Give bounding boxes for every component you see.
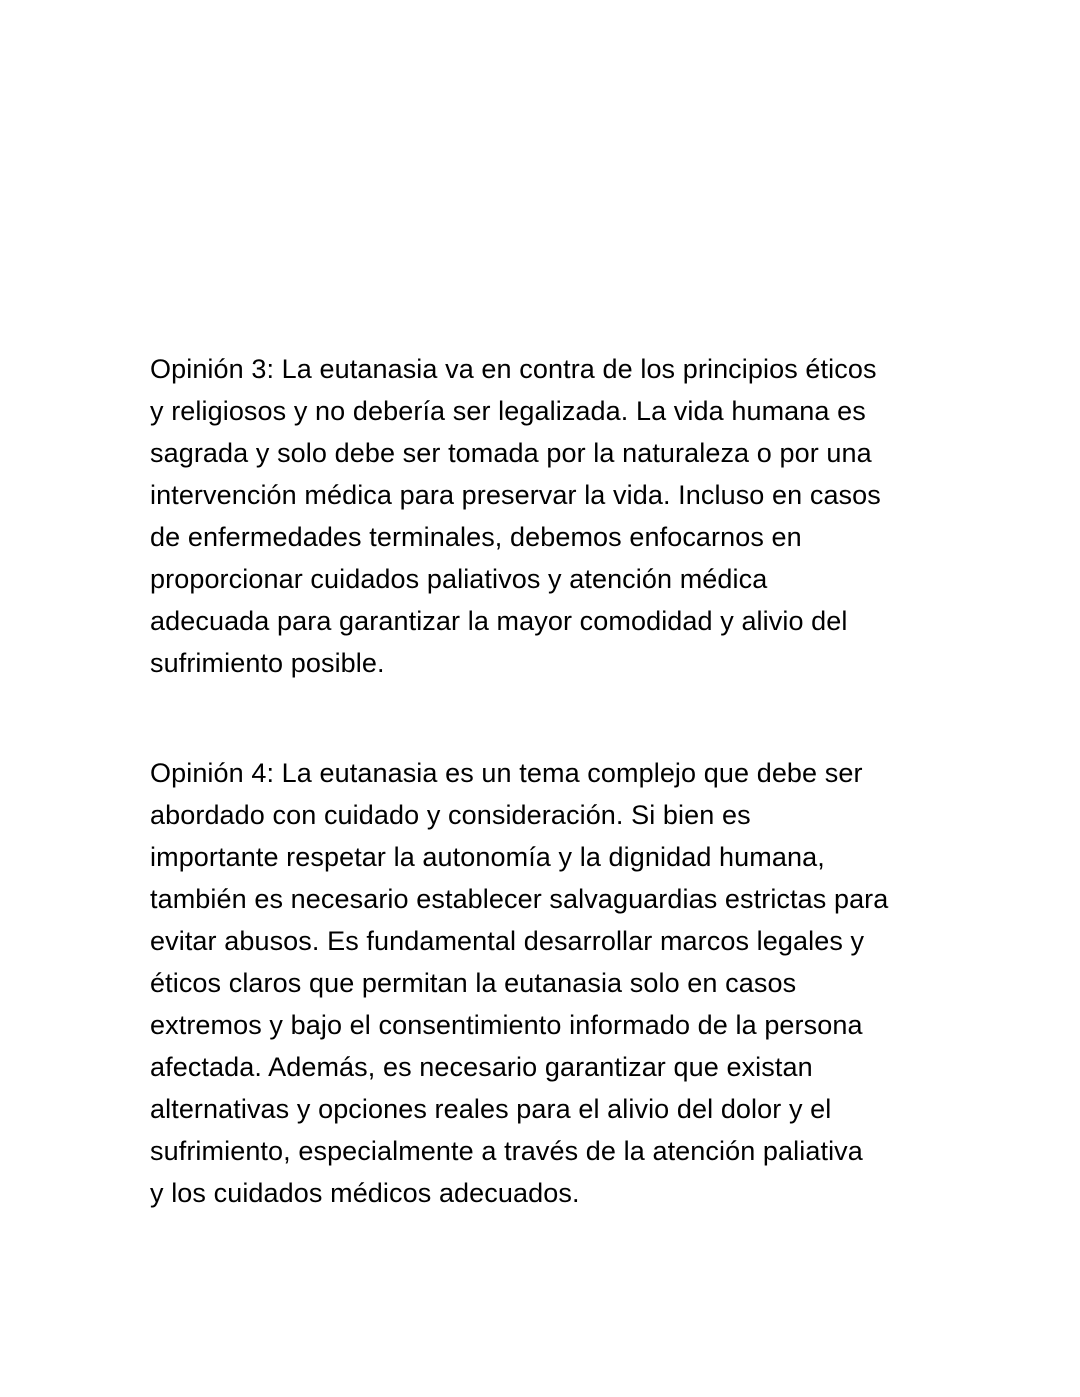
opinion-3-paragraph <box>150 348 940 684</box>
text-line: evitar abusos. Es fundamental desarrollar marcos legales y <box>150 926 865 956</box>
text-line: alternativas y opciones reales para el alivio del dolor y el <box>150 1094 832 1124</box>
text-line: intervención médica para preservar la vida. Incluso en casos <box>150 480 881 510</box>
text-line: y religiosos y no debería ser legalizada. La vida humana es <box>150 396 866 426</box>
text-line: afectada. Además, es necesario garantizar que existan <box>150 1052 813 1082</box>
text-line: sagrada y solo debe ser tomada por la naturaleza o por una <box>150 438 872 468</box>
text-line: sufrimiento, especialmente a través de la atención paliativa <box>150 1136 863 1166</box>
text-line: Opinión 3: La eutanasia va en contra de los principios éticos <box>150 354 877 384</box>
text-line: importante respetar la autonomía y la dignidad humana, <box>150 842 825 872</box>
text-line: abordado con cuidado y consideración. Si bien es <box>150 800 751 830</box>
text-line: Opinión 4: La eutanasia es un tema complejo que debe ser <box>150 758 863 788</box>
text-line: y los cuidados médicos adecuados. <box>150 1178 580 1208</box>
text-line: adecuada para garantizar la mayor comodidad y alivio del <box>150 606 848 636</box>
text-line: éticos claros que permitan la eutanasia solo en casos <box>150 968 797 998</box>
opinion-4-paragraph <box>150 752 940 1214</box>
text-line: también es necesario establecer salvaguardias estrictas para <box>150 884 889 914</box>
text-line: sufrimiento posible. <box>150 648 385 678</box>
text-line: de enfermedades terminales, debemos enfocarnos en <box>150 522 802 552</box>
text-line: proporcionar cuidados paliativos y atención médica <box>150 564 768 594</box>
text-line: extremos y bajo el consentimiento informado de la persona <box>150 1010 863 1040</box>
